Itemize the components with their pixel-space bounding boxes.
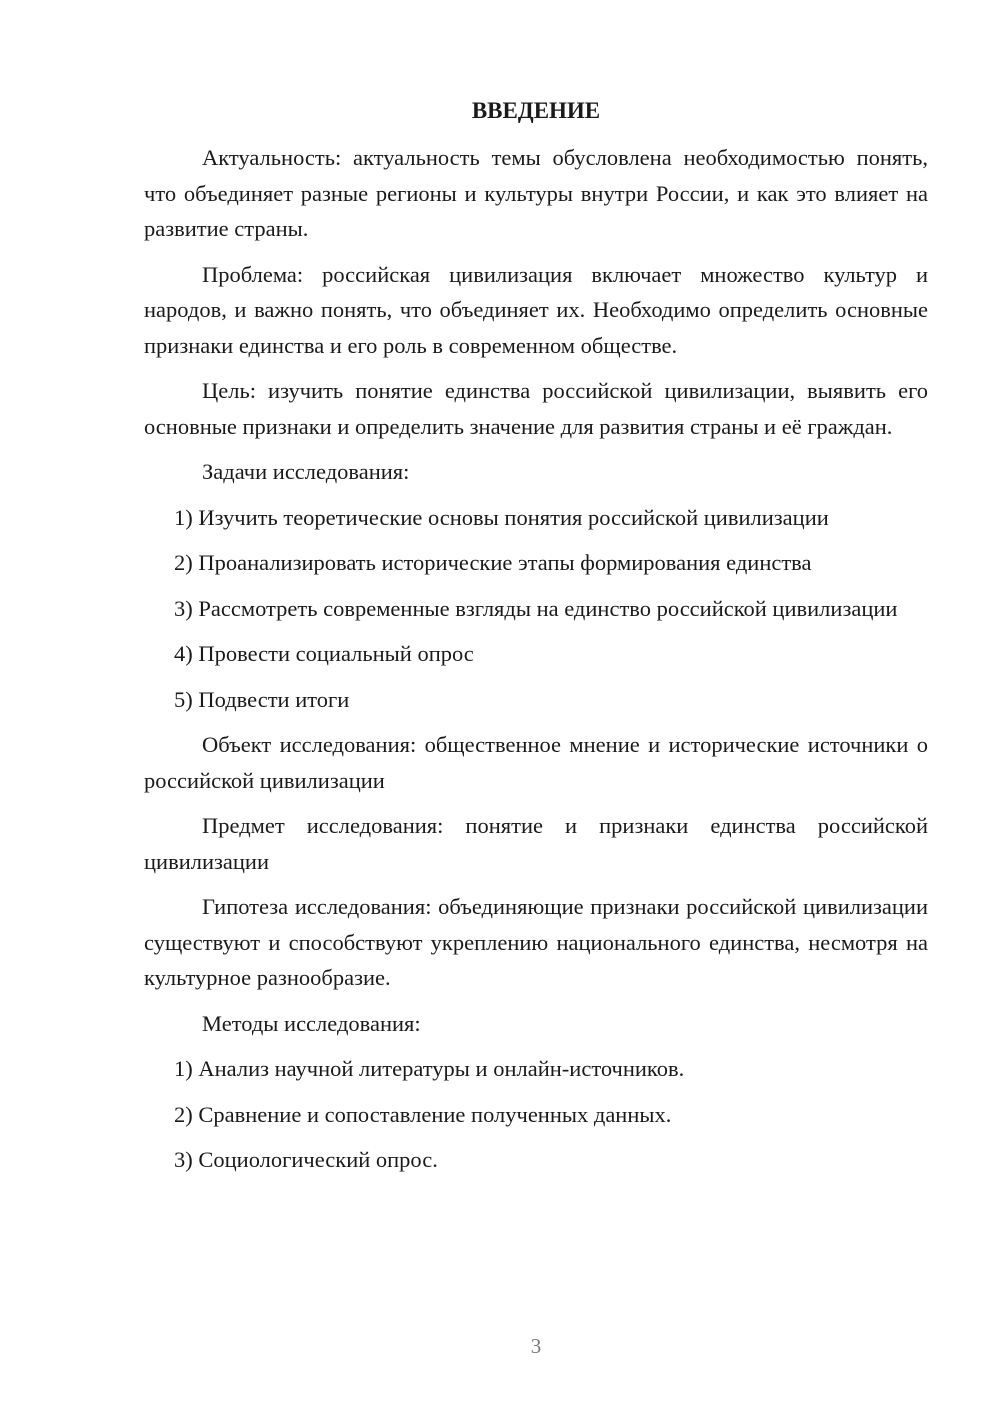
document-page (144, 94, 928, 1188)
task-item: 1) Изучить теоретические основы понятия российской цивилизации (174, 504, 829, 530)
paragraph-hypothesis: Гипотеза исследования: объединяющие признаки российской цивилизации существуют и способствуют укреплению национального единства, несмотря на культурное разнообразие. (144, 894, 928, 990)
task-item: 4) Провести социальный опрос (174, 641, 474, 666)
method-item: 3) Социологический опрос. (174, 1147, 438, 1172)
task-item: 3) Рассмотреть современные взгляды на единство российской цивилизации (174, 595, 898, 621)
paragraph-object: Объект исследования: общественное мнение и исторические источники о российской цивилизации (144, 732, 928, 793)
paragraph-tasks-heading: Задачи исследования: (202, 459, 410, 484)
paragraph-relevance: Актуальность: актуальность темы обусловлена необходимостью понять, что объединяет разные регионы и культуры внутри России, и как это влияет на развитие страны. (144, 145, 928, 241)
paragraph-subject: Предмет исследования: понятие и признаки единства российской цивилизации (144, 813, 928, 874)
task-item: 5) Подвести итоги (174, 686, 350, 712)
page-number: 3 (530, 1334, 542, 1358)
method-item: 1) Анализ научной литературы и онлайн-источников. (174, 1056, 685, 1081)
section-title: ВВЕДЕНИЕ (471, 98, 601, 123)
paragraph-methods-heading: Методы исследования: (202, 1010, 421, 1036)
task-item: 2) Проанализировать исторические этапы формирования единства (174, 550, 812, 575)
paragraph-goal: Цель: изучить понятие единства российской цивилизации, выявить его основные признаки и определить значение для развития страны и её граждан. (144, 378, 928, 439)
paragraph-problem: Проблема: российская цивилизация включает множество культур и народов, и важно понять, что объединяет их. Необходимо определить основные признаки единства и его роль в современном обществе. (144, 261, 928, 358)
method-item: 2) Сравнение и сопоставление полученных данных. (174, 1101, 672, 1127)
